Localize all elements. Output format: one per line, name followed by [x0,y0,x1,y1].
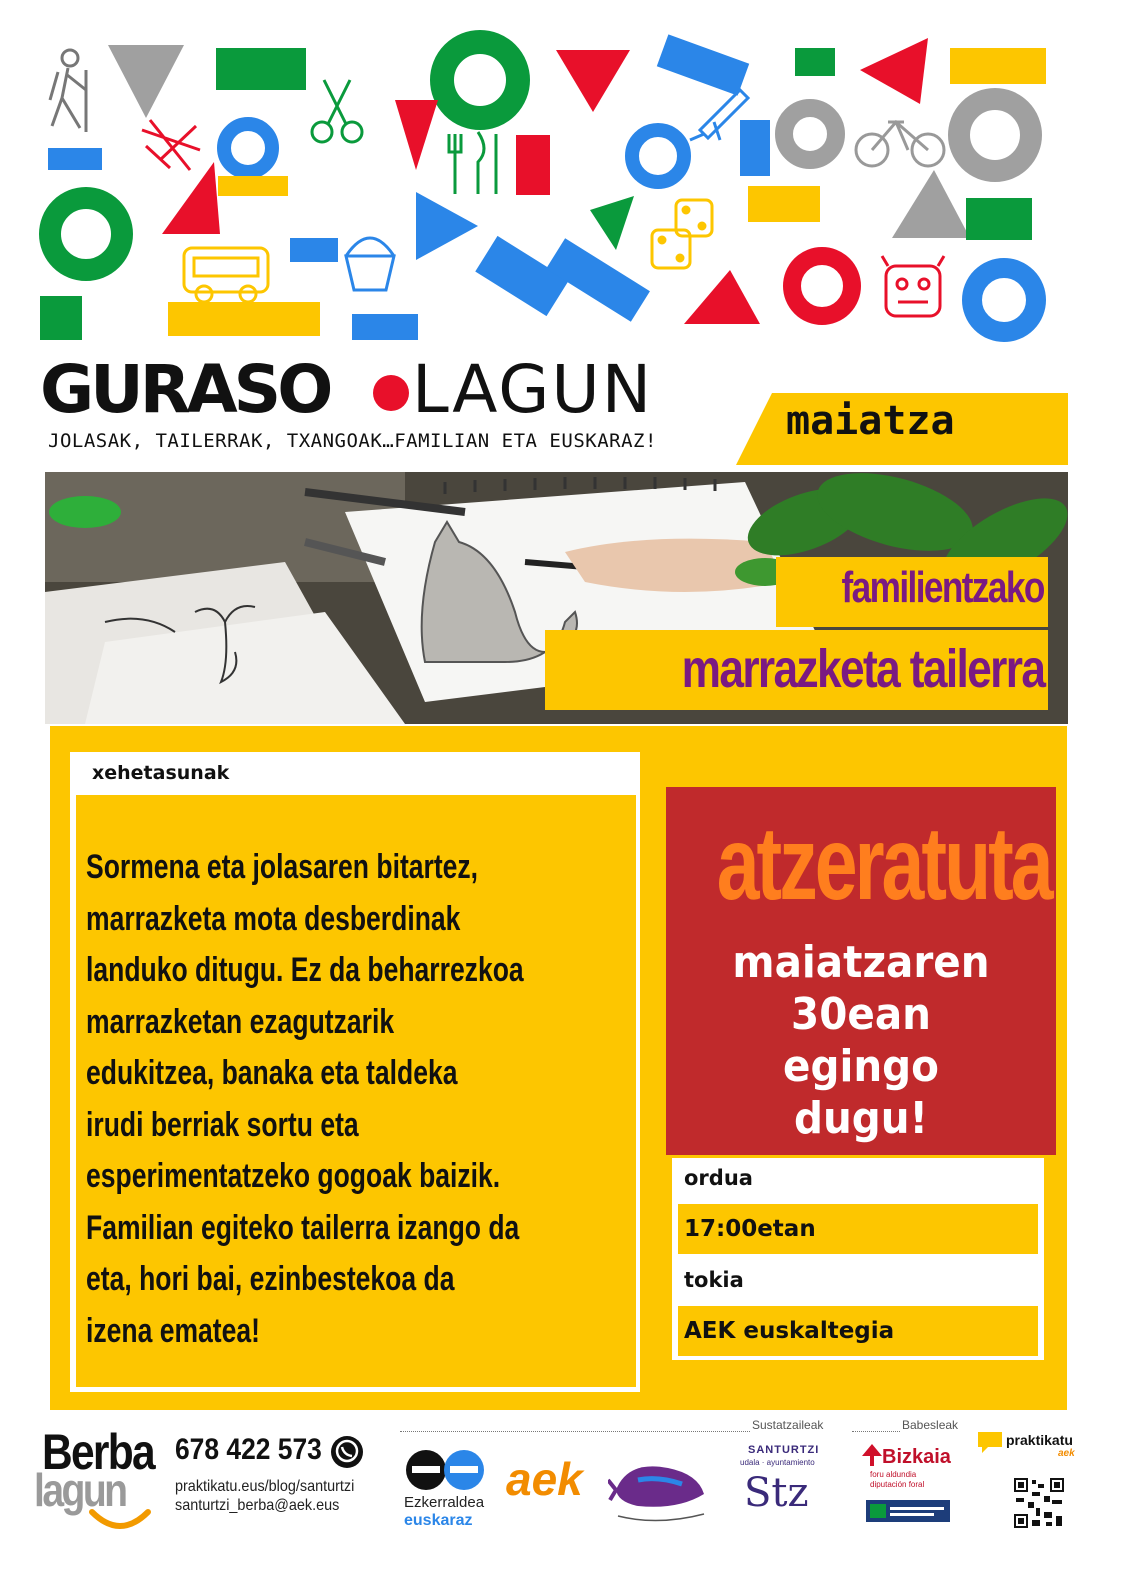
grey-triangle [108,45,184,118]
sponsors-divider [852,1431,900,1432]
logo-part-guraso: GURASO [40,351,330,428]
ezkerraldea-label: Ezkerraldea [404,1494,485,1511]
red-ring [792,256,852,316]
red-triangle [556,50,630,112]
sponsors-label: Babesleak [902,1418,959,1432]
time-value: 17:00etan [684,1216,816,1242]
sewing-icon [142,120,200,170]
tagline: JOLASAK, TAILERRAK, TXANGOAK…FAMILIAN ETA EUSKARAZ! [48,430,657,452]
details-line: esperimentatzeko gogoak baizik. [86,1157,501,1195]
details-line: izena ematea! [86,1311,260,1350]
month-band-notch [736,393,772,465]
santurtzi-label: SANTURTZI [748,1444,820,1456]
bizkaia-tree-icon [862,1444,882,1466]
scissors-icon [312,80,362,142]
red-triangle-2 [860,38,928,104]
details-text [86,842,632,1357]
month-label: maiatza [786,398,955,444]
promoters-divider [400,1431,750,1432]
details-line: irudi berriak sortu eta [86,1105,359,1144]
footer-email-link[interactable]: santurtzi_berba@aek.eus [175,1497,340,1514]
eusko-jaurlaritza-logo [866,1500,950,1522]
postponed-title: atzeratuta [716,806,1051,922]
postponed-line: dugu! [793,1093,929,1144]
banner-families-text: familientzako [841,563,1044,612]
logo-part-lagun: LAGUN [412,351,654,428]
blue-ring [224,124,272,172]
postponed-line: maiatzaren [732,937,990,988]
blue-rect-6 [352,314,418,340]
stz-logo: Stz [744,1470,809,1516]
praktikatu-logo: praktikatu [1006,1432,1073,1448]
red-triangle-5 [684,270,760,324]
red-triangle-3 [395,100,438,170]
whale-logo [608,1440,712,1526]
banner-families [776,557,1048,627]
grey-ring-2 [959,99,1031,171]
cutlery-icon [449,132,496,194]
details-label: xehetasunak [92,762,230,784]
details-line: landuko ditugu. Ez da beharrezkoa [86,951,524,989]
blue-ring-3 [972,268,1036,332]
green-ring [442,42,518,118]
details-line: edukitzea, banaka eta taldeka [86,1054,458,1092]
grey-ring [784,108,836,160]
details-line: Familian egiteko tailerra izango da [86,1208,520,1247]
red-triangle-4 [162,162,220,234]
santurtzi-sub: udala · ayuntamiento [740,1458,815,1467]
whatsapp-icon[interactable] [330,1435,364,1469]
ezkerraldea-logo-icon [402,1446,492,1492]
aek-logo: aek [506,1453,583,1505]
details-line: Sormena eta jolasaren bitartez, [86,848,479,886]
yellow-rect-4 [168,302,320,336]
promoters-label: Sustatzaileak [752,1418,824,1432]
cupcake-icon [346,238,394,290]
postponed-line: egingo [783,1041,939,1092]
speech-bubble-icon [976,1430,1004,1454]
footer-phone: 678 422 573 [175,1433,322,1466]
blue-triangle [416,192,478,260]
blue-rect [740,120,770,176]
yellow-rect [950,48,1046,84]
postponed-notice [666,787,1056,1155]
place-value: AEK euskaltegia [684,1318,895,1344]
grey-triangle-2 [892,170,970,238]
blue-rect-rot [657,34,749,95]
banner-workshop [545,630,1048,710]
decorative-shapes-header [0,0,1123,360]
hiker-icon [50,50,86,132]
banner-workshop-text: marrazketa tailerra [681,639,1044,699]
qr-code[interactable] [1012,1476,1066,1530]
green-square-2 [40,296,82,340]
place-label: tokia [684,1268,744,1292]
postponed-line: 30ean [791,989,931,1040]
green-object [49,496,121,528]
green-rect [216,48,306,90]
dice-icon [652,200,712,268]
green-square [795,48,835,76]
time-label: ordua [684,1166,753,1190]
ezkerraldea-sub: euskaraz [404,1512,473,1529]
praktikatu-aek: aek [1058,1448,1075,1459]
blue-rect-4 [475,236,568,316]
berbalagun-logo-bottom: lagun [34,1464,126,1516]
yellow-rect-3 [748,186,820,222]
green-rect-2 [966,198,1032,240]
details-line: marrazketan ezagutzarik [86,1002,395,1041]
van-icon [184,248,268,302]
yellow-rect-2 [218,176,288,196]
bicycle-icon [856,122,944,166]
red-rect [516,135,550,195]
rocket-icon [690,90,748,140]
monster-icon [882,256,944,316]
berbalagun-logo-top: Berba [42,1424,154,1480]
details-line: marrazketa mota desberdinak [86,899,461,938]
bizkaia-sub: foru aldundia diputación foral [870,1470,925,1489]
details-line: eta, hori bai, ezinbestekoa da [86,1260,455,1298]
blue-ring-2 [632,130,684,182]
smile-icon [88,1506,152,1536]
blue-rect-3 [290,238,338,262]
bizkaia-logo: Bizkaia [882,1446,951,1468]
green-triangle [590,196,634,250]
green-ring-left [50,198,122,270]
footer-web-link[interactable]: praktikatu.eus/blog/santurtzi [175,1478,355,1495]
logo-red-dot [373,375,409,411]
blue-rect-small [48,148,102,170]
